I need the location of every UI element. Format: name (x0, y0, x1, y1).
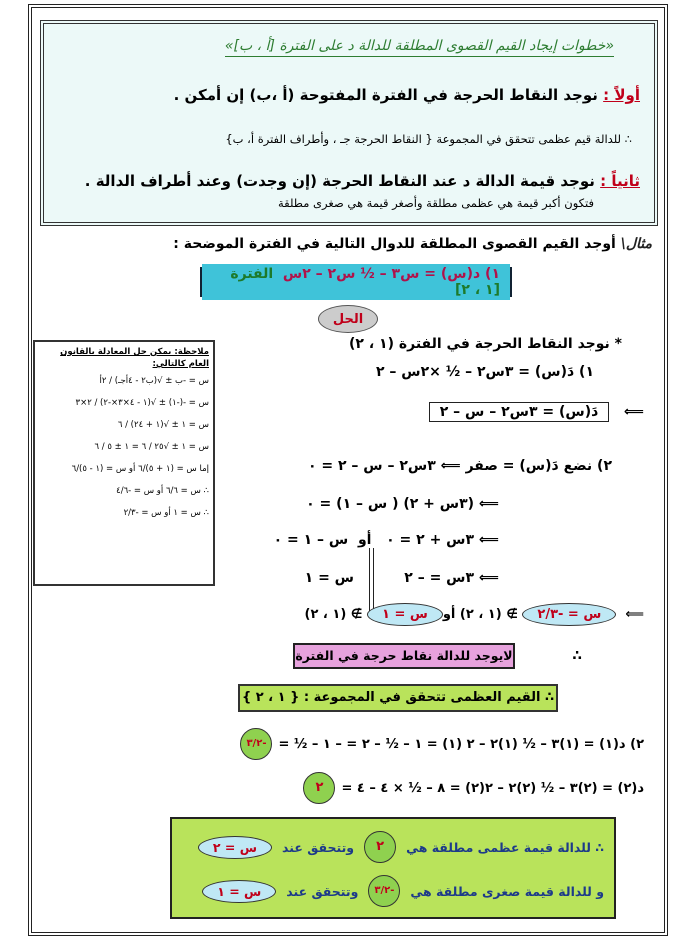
question-text: أوجد القيم القصوى المطلقة للدوال التالية في الفترة الموضحة : (173, 236, 616, 252)
note-line: س = -ب ± √(ب٢ - ٤أجـ) / ٢أ (99, 376, 209, 386)
sol-left: ٣س = – ٢ (404, 570, 475, 586)
split-right: س – ١ = ٠ (273, 532, 349, 548)
derivative-line: ١) دَ(س) = ٣س٢ – ½ ×٢س – ٢ (375, 364, 594, 380)
solution-badge: الحل (318, 305, 378, 333)
or-text: أو (442, 607, 456, 622)
critical-heading: * نوجد النقاط الحرجة في الفترة (١ ، ٢) (349, 336, 622, 352)
min-x-oval: س = ١ (202, 880, 276, 903)
or-text: أو (357, 532, 372, 548)
set-zero-line: ٢) نضع دَ(س) = صفر ⟸ ٣س٢ – س – ٢ = ٠ (307, 458, 612, 474)
note-heading: ملاحظة: يمكن حل المعادلة بالقانون العام كالتالي: (60, 347, 209, 369)
result-circle: ٢ (303, 772, 335, 804)
split-left: ٣س + ٢ = ٠ (386, 532, 475, 548)
example-question (173, 236, 652, 252)
no-critical-box: لايوجد للدالة نقاط حرجة في الفترة (293, 643, 515, 669)
eval-1-text: ٢) د(١) = (١)٣ – ½ (١)٢ – ٢ (١) = ١ – ½ – ٢ = – ١ – ½ = (278, 736, 644, 752)
step2-text: نوجد قيمة الدالة د عند النقاط الحرجة (إن وجدت) وعند أطراف الدالة . (84, 172, 595, 190)
step2-note: فتكون أكبر قيمة هي عظمى مطلقة وأصغر قيمة هي صغرى مطلقة (278, 196, 594, 210)
roots-line (305, 603, 644, 626)
max-value-circle: ٢ (364, 831, 396, 863)
note-line: س = -(-١) ± √(١ - ٤×٣×-٢) / ٢×٣ (75, 398, 209, 408)
result-circle: -٣/٢ (240, 728, 272, 760)
at-text: وتتحقق عند (286, 883, 359, 899)
factor-line (306, 496, 499, 512)
note-line: ∴ س = ٦/٦ أو س = -٤/٦ (116, 486, 209, 496)
conclusion-box (170, 817, 616, 919)
conclusion-min (182, 869, 604, 913)
max-text: ∴ للدالة قيمة عظمى مطلقة هي (406, 839, 604, 855)
interval-text: الفترة [١ ، ٢] (230, 266, 500, 298)
note-line: س = ١ ± √(١ + ٢٤) / ٦ (117, 420, 209, 430)
eval-2-line (303, 772, 644, 804)
therefore-symbol: ∴ (572, 648, 582, 664)
solve-line (404, 570, 499, 586)
function-text: ١) د(س) = س٣ – ½ س٢ – ٢س (282, 266, 500, 282)
derivative-box: دَ(س) = ٣س٢ – س – ٢ (429, 402, 610, 422)
simplified-derivative (429, 404, 644, 420)
not-in-text: ∌ (١ ، ٢) (304, 607, 363, 622)
at-text: وتتحقق عند (282, 839, 355, 855)
note-box (33, 340, 215, 586)
eval-2-text: د(٢) = (٢)٣ – ½ (٢)٢ – ٢(٢) = ٨ – ½ × ٤ – ٤ = (341, 780, 644, 796)
note-line: س = ١ ± √٢٥ / ٦ = ١ ± ٥ / ٦ (94, 442, 209, 452)
note-line: إما س = (١ + ٥)/٦ أو س = (١ - ٥)/٦ (71, 464, 209, 474)
split-line (274, 532, 499, 548)
max-set-banner: ∴ القيم العظمى تتحقق في المجموعة : { ١ ، ٢ } (238, 684, 558, 712)
factor-text: (٣س + ٢) ( س – ١) = ٠ (306, 496, 475, 512)
min-text: و للدالة قيمة صغرى مطلقة هي (410, 883, 604, 899)
sol-right: س = ١ (304, 570, 354, 586)
note-line: ∴ س = ١ أو س = -٢/٣ (123, 508, 209, 518)
min-value-circle: -٣/٢ (368, 875, 400, 907)
function-box (200, 267, 512, 297)
step1-text: نوجد النقاط الحرجة في الفترة المفتوحة (أ ،ب) إن أمكن . (173, 86, 598, 104)
conclusion-max (182, 825, 604, 869)
step1-label: أولاً : (603, 86, 640, 104)
arrow-icon: ⟸ (478, 570, 499, 586)
root-oval: س = ١ (367, 603, 443, 626)
step1-note: ∴ للدالة قيم عظمى تتحقق في المجموعة { النقاط الحرجة جـ ، وأطراف الفترة أ، ب} (225, 132, 632, 146)
root-oval: س = -٢/٣ (522, 603, 616, 626)
step2-label: ثانياً : (600, 172, 640, 190)
example-label: مثال\ (620, 236, 652, 252)
arrow-icon: ⟸ (478, 496, 499, 512)
steps-box (40, 20, 658, 226)
arrow-icon: ⟸ (625, 607, 644, 622)
eval-1-line (240, 728, 644, 760)
step1 (174, 86, 640, 104)
not-in-text: ∌ (١ ، ٢) (459, 607, 518, 622)
max-x-oval: س = ٢ (198, 836, 272, 859)
step2 (85, 172, 640, 190)
steps-title: «خطوات إيجاد القيم القصوى المطلقة للدالة د على الفترة [أ ، ب]» (225, 38, 614, 57)
arrow-icon: ⟸ (478, 532, 499, 548)
arrow-icon: ⟸ (623, 404, 644, 420)
